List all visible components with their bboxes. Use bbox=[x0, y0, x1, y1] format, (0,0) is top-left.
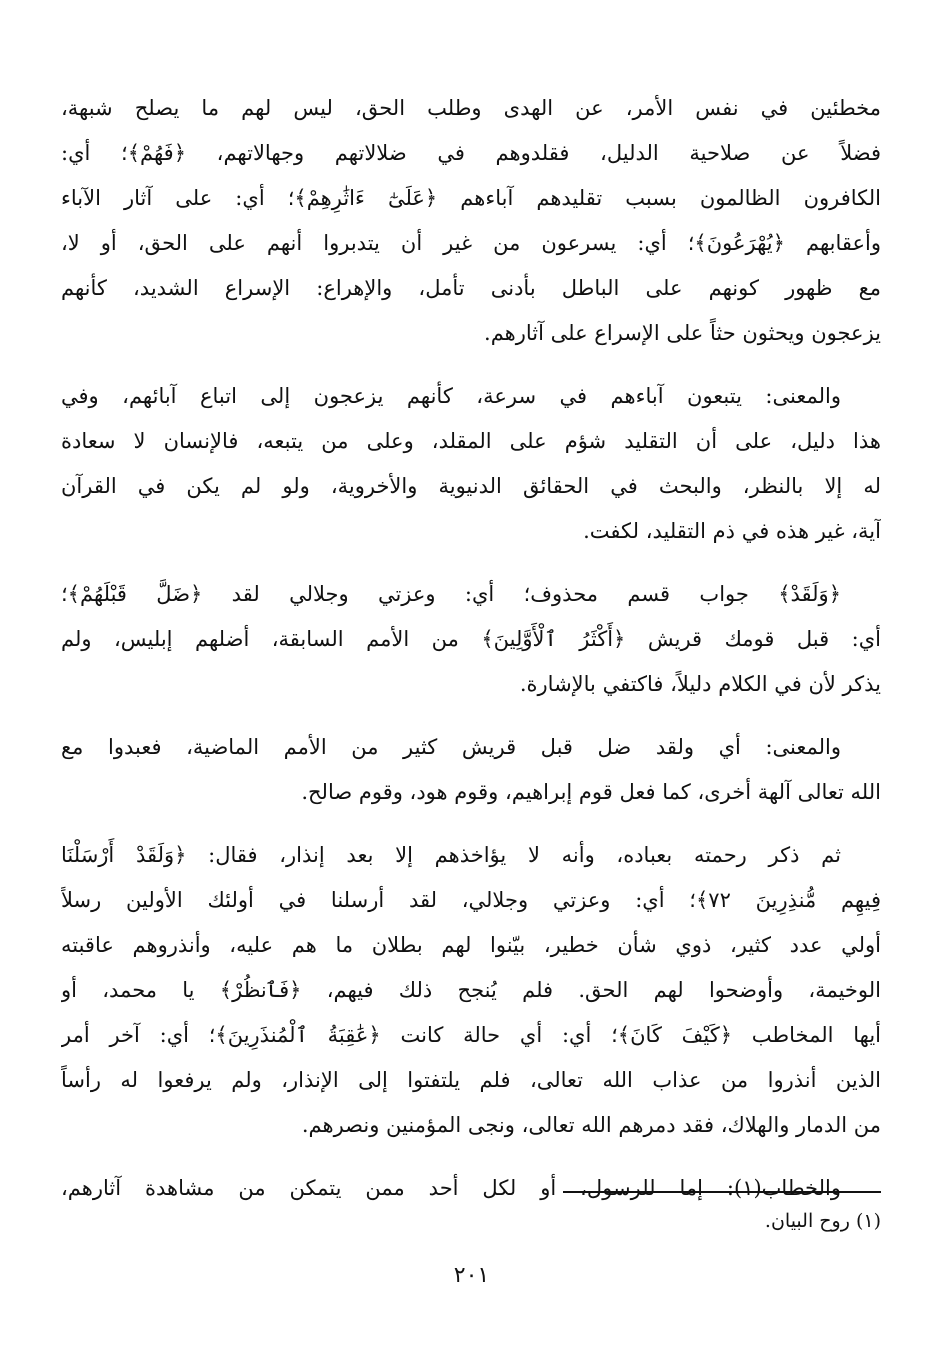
paragraph-gap bbox=[61, 707, 881, 725]
text-line: من الدمار والهلاك، فقد دمرهم الله تعالى، ونجى المؤمنين ونصرهم. bbox=[301, 1113, 881, 1137]
text-line: آية، غير هذه في ذم التقليد، لكفت. bbox=[583, 519, 881, 543]
text-line: الله تعالى آلهة أخرى، كما فعل قوم إبراهيم، وقوم هود، وقوم صالح. bbox=[301, 780, 881, 804]
text-line: ثم ذكر رحمته بعباده، وأنه لا يؤاخذهم إلا بعد إنذار، فقال: ﴿وَلَقَدْ أَرْسَلْنَا bbox=[61, 843, 841, 867]
text-line: الكافرون الظالمون بسبب تقليدهم آباءهم ﴿عَلَىٰٓ ءَاثَٰرِهِمْ﴾؛ أي: على آثار الآباء bbox=[61, 186, 881, 210]
text-line: وأعقابهم ﴿يُهْرَعُونَ﴾؛ أي: يسرعون من غير أن يتدبروا أنهم على الحق، أو لا، bbox=[61, 231, 881, 255]
text-line: ﴿وَلَقَدْ﴾ جواب قسم محذوف؛ أي: وعزتي وجلالي لقد ﴿ضَلَّ قَبْلَهُمْ﴾؛ bbox=[61, 582, 841, 606]
text-line: فِيهِم مُّنذِرِينَ ٧٢﴾؛ أي: وعزتي وجلالي، لقد أرسلنا في أولئك الأولين رسلاً bbox=[61, 888, 881, 912]
text-line: مع ظهور كونهم على الباطل بأدنى تأمل، والإهراع: الإسراع الشديد، كأنهم bbox=[61, 276, 881, 300]
paragraph-gap bbox=[61, 1148, 881, 1166]
text-line: الوخيمة، وأوضحوا لهم الحق. فلم يُنجح ذلك فيهم، ﴿فَٱنظُرْ﴾ يا محمد، أو bbox=[61, 978, 881, 1002]
text-line: أي: قبل قومك قريش ﴿أَكْثَرُ ٱلْأَوَّلِينَ﴾ من الأمم السابقة، أضلهم إبليس، ولم bbox=[61, 627, 881, 651]
text-line: هذا دليل، على أن التقليد شؤم على المقلد، وعلى من يتبعه، فالإنسان لا سعادة bbox=[61, 429, 881, 453]
paragraph-gap bbox=[61, 554, 881, 572]
text-line: الذين أنذروا من عذاب الله تعالى، فلم يلتفتوا إلى الإنذار، ولم يرفعوا له رأساً bbox=[61, 1068, 881, 1092]
footnote-marker: (١) bbox=[855, 1210, 881, 1232]
paragraph-gap bbox=[61, 356, 881, 374]
footnote-text: روح البيان. bbox=[764, 1210, 850, 1232]
text-line: فضلاً عن صلاحية الدليل، فقلدوهم في ضلالاتهم وجهالاتهم، ﴿فَهُمْ﴾؛ أي: bbox=[61, 141, 881, 165]
paragraph-gap bbox=[61, 815, 881, 833]
text-line: مخطئين في نفس الأمر، عن الهدى وطلب الحق، ليس لهم ما يصلح شبهة، bbox=[61, 96, 881, 120]
text-line: والخطاب(١): إما للرسول، أو لكل أحد ممن يتمكن من مشاهدة آثارهم، bbox=[61, 1176, 841, 1200]
footnote-divider bbox=[563, 1191, 881, 1193]
text-line: له إلا بالنظر، والبحث في الحقائق الدنيوية والأخروية، ولو لم يكن في القرآن bbox=[61, 474, 881, 498]
text-line: والمعنى: أي ولقد ضل قبل قريش كثير من الأمم الماضية، فعبدوا مع bbox=[61, 735, 841, 759]
text-line: يذكر لأن في الكلام دليلاً، فاكتفي بالإشارة. bbox=[519, 672, 881, 696]
text-line: أولي عدد كثير، ذوي شأن خطير، بيّنوا لهم بطلان ما هم عليه، وأنذروهم عاقبته bbox=[61, 933, 881, 957]
text-line: أيها المخاطب ﴿كَيْفَ كَانَ﴾؛ أي: أي حالة كانت ﴿عَٰقِبَةُ ٱلْمُنذَرِينَ﴾؛ أي: آخر أمر bbox=[61, 1023, 881, 1047]
text-line: والمعنى: يتبعون آباءهم في سرعة، كأنهم يزعجون إلى اتباع آبائهم، وفي bbox=[61, 384, 841, 408]
text-line: يزعجون ويحثون حثاً على الإسراع على آثارهم. bbox=[484, 321, 881, 345]
page-body bbox=[61, 86, 881, 1211]
page-number: ٢٠١ bbox=[453, 1263, 490, 1288]
footnote bbox=[61, 1205, 881, 1237]
